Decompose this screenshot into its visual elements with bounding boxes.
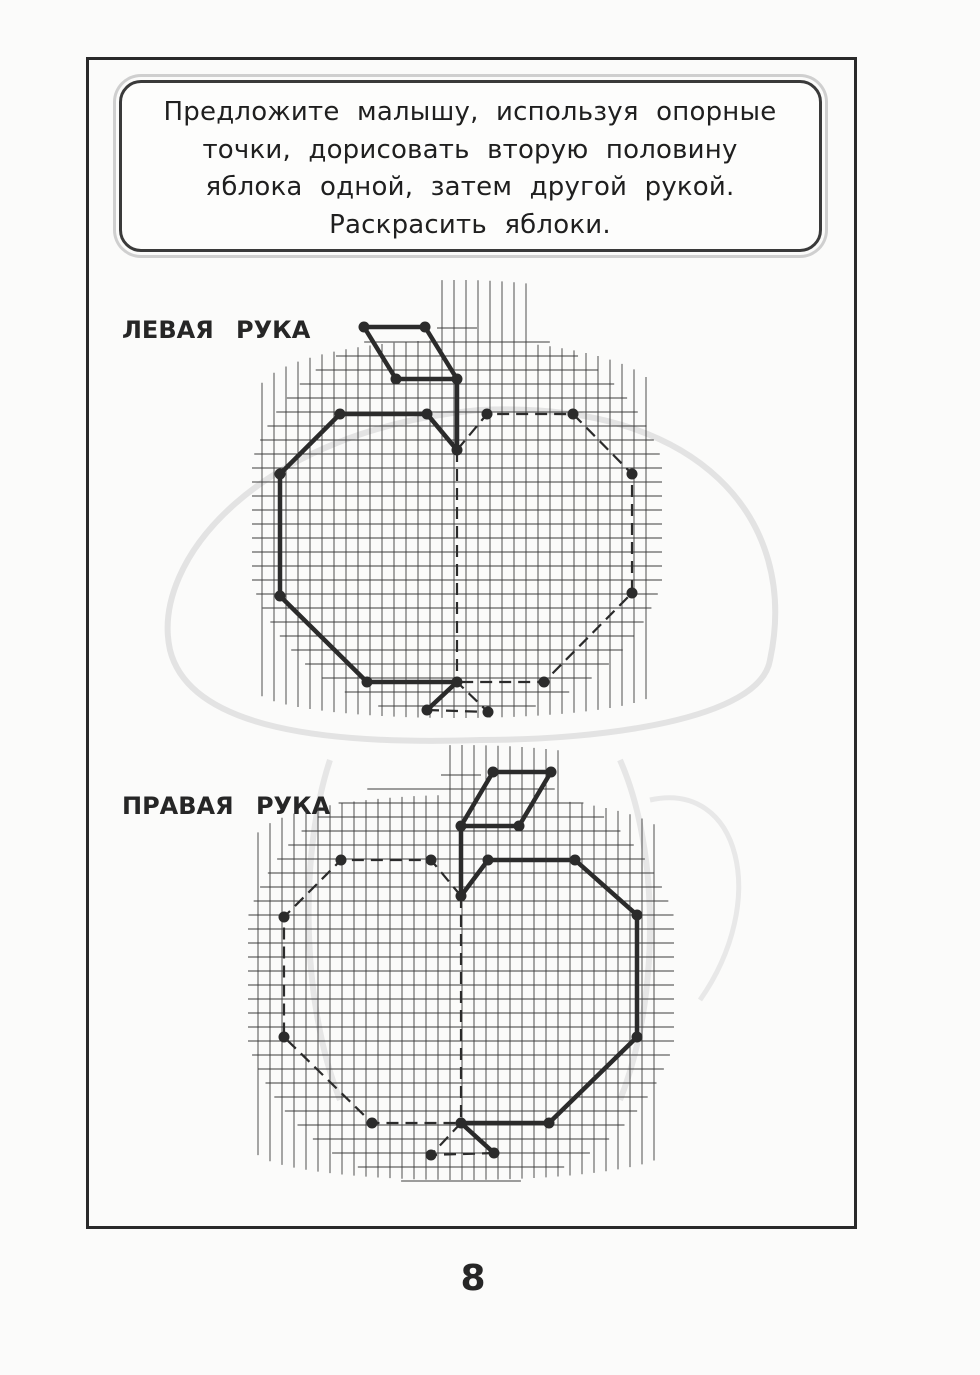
instruction-line: яблока одной, затем другой рукой. [205, 172, 735, 202]
reference-dot [275, 469, 286, 480]
reference-dot [546, 767, 557, 778]
reference-dot [632, 1032, 643, 1043]
reference-dot [483, 707, 494, 718]
instruction-line: Раскрасить яблоки. [329, 209, 611, 240]
apple-outline [461, 1123, 494, 1153]
reference-dot [452, 677, 463, 688]
reference-dot [456, 1118, 467, 1129]
reference-dot [568, 409, 579, 420]
reference-dot [482, 409, 493, 420]
instruction-line: точки, дорисовать вторую половину [202, 134, 738, 165]
apple-outline [461, 772, 551, 826]
page-number: 8 [460, 1258, 486, 1299]
reference-dot [539, 677, 550, 688]
apple-outline [461, 860, 637, 1123]
reference-dot [275, 591, 286, 602]
reference-dot [570, 855, 581, 866]
apple-figure-right-hand [279, 767, 643, 1161]
reference-dot [456, 821, 467, 832]
reference-dot [627, 469, 638, 480]
apple-outline [364, 327, 457, 379]
right-hand-label: ПРАВАЯ РУКА [122, 792, 331, 820]
reference-dot [279, 912, 290, 923]
reference-dot [335, 409, 346, 420]
reference-dot [422, 705, 433, 716]
reference-dot [544, 1118, 555, 1129]
reference-dot [359, 322, 370, 333]
reference-dot [632, 910, 643, 921]
reference-dot [420, 322, 431, 333]
reference-dot [336, 855, 347, 866]
reference-dot [426, 1150, 437, 1161]
reference-dot [514, 821, 525, 832]
reference-dot [488, 767, 499, 778]
reference-dot [452, 445, 463, 456]
reference-dot [483, 855, 494, 866]
reference-dot [627, 588, 638, 599]
reference-dot [489, 1148, 500, 1159]
left-hand-label: ЛЕВАЯ РУКА [122, 316, 311, 344]
apple-figure-left-hand [275, 322, 638, 718]
reference-dot [422, 409, 433, 420]
guide-dashed-line [284, 860, 461, 1123]
reference-dot [367, 1118, 378, 1129]
reference-dot [456, 891, 467, 902]
instruction-line: Предложите малышу, используя опорные [163, 97, 777, 127]
reference-dot [391, 374, 402, 385]
reference-dot [426, 855, 437, 866]
reference-dot [362, 677, 373, 688]
reference-dot [452, 374, 463, 385]
reference-dot [279, 1032, 290, 1043]
